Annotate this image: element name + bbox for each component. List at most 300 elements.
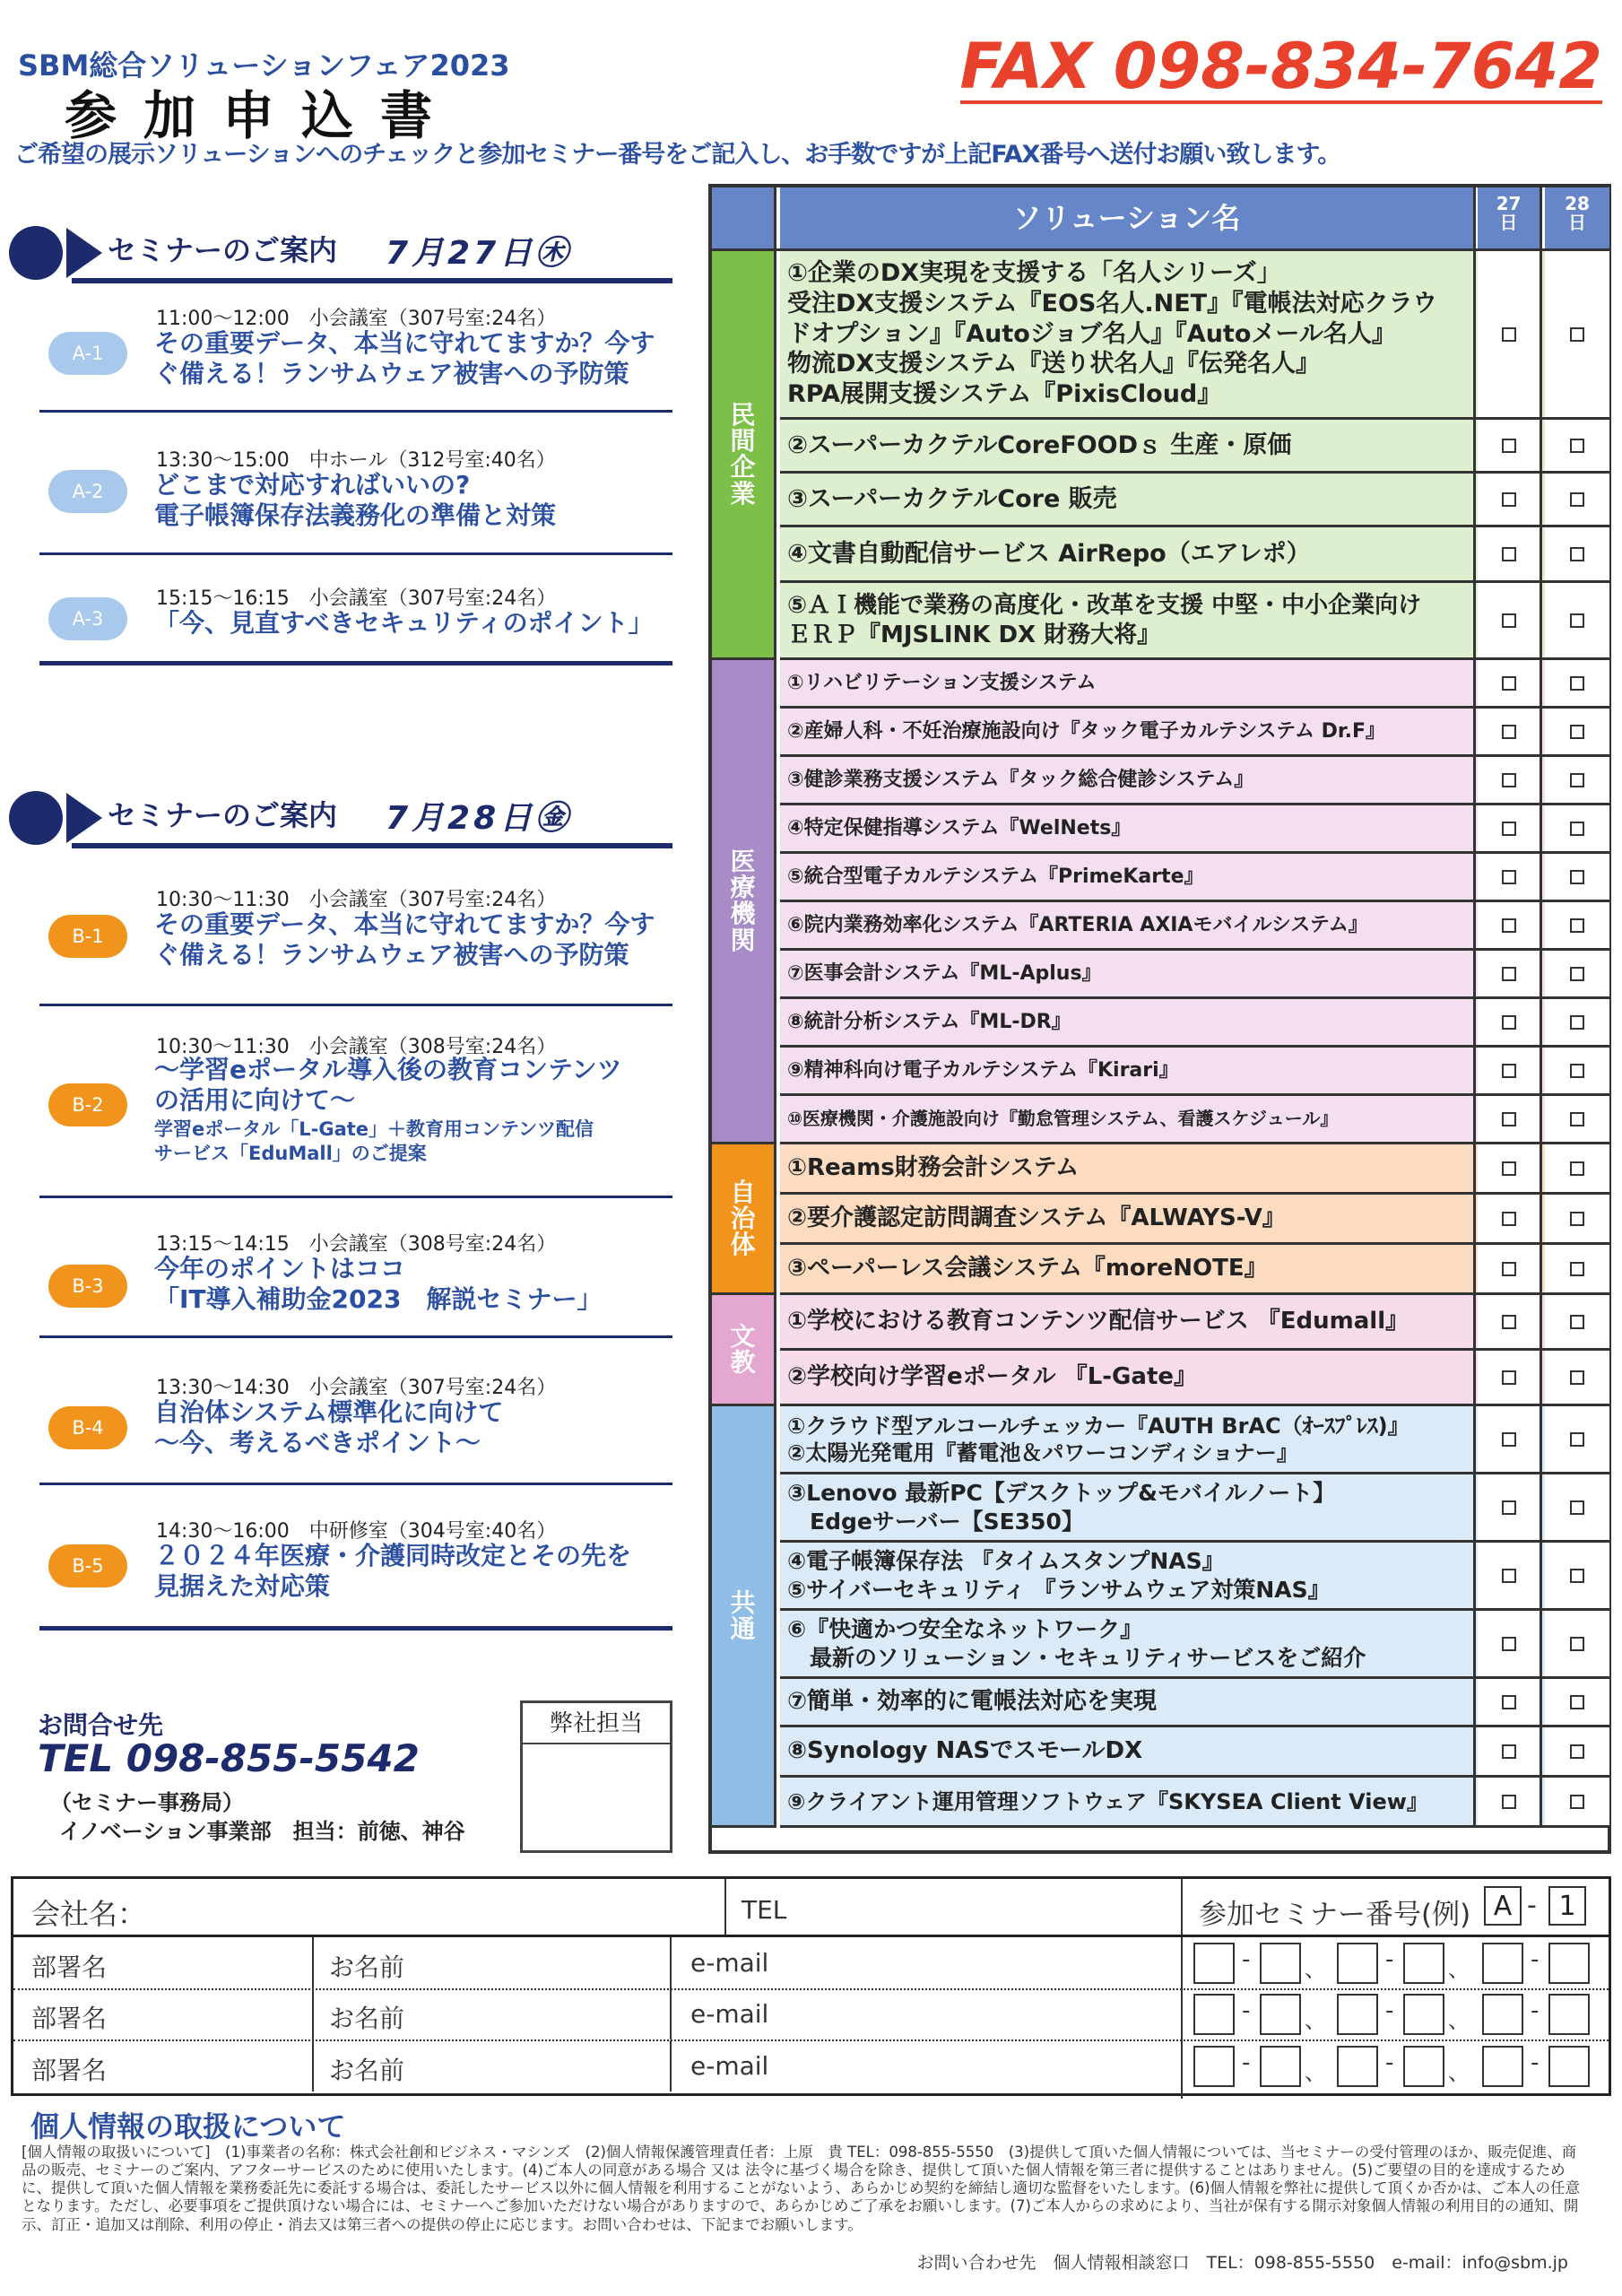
solution-name-text: ③Lenovo 最新PC【デスクトップ&モバイルノート】 Edgeサーバー【SE350】 xyxy=(787,1480,1336,1535)
solution-name xyxy=(780,1679,1476,1725)
seminar-number-box[interactable] xyxy=(1548,1943,1590,1984)
solution-name xyxy=(780,805,1476,851)
example-letter: A xyxy=(1484,1886,1522,1926)
solution-row xyxy=(780,1144,1609,1195)
day27-checkbox[interactable] xyxy=(1502,1315,1516,1329)
day28-checkbox[interactable] xyxy=(1570,918,1584,933)
seminar-title: 今年のポイントはココ 「IT導入補助金2023 解説セミナー」 xyxy=(154,1254,603,1315)
seminar-code-badge: B-4 xyxy=(48,1406,127,1449)
day28-cell xyxy=(1545,1245,1609,1292)
day28-cell xyxy=(1545,1611,1609,1676)
category-label-text: 共 通 xyxy=(730,1587,756,1644)
solution-name-text: ⑩医療機関・介護施設向け『勤怠管理システム、看護スケジュール』 xyxy=(787,1108,1339,1129)
day28-cell xyxy=(1545,709,1609,754)
staff-box xyxy=(520,1700,672,1853)
day28-checkbox[interactable] xyxy=(1570,1695,1584,1709)
seminar-code-box[interactable] xyxy=(1337,1943,1378,1984)
seminar-meta: 14:30～16:00 中研修室（304号室:40名） xyxy=(156,1520,557,1543)
privacy-text: [個人情報の取扱いについて] (1)事業者の名称：株式会社創和ビジネス・マシンズ (2)個人情報保護管理責任者：上原 貴 TEL：098-855-5550 (3)提供して頂いた個人情報については、当セミナーの受付管理のほか、販売促進、商品の販売、セミナーのご案内、アフターサービスのために使用いたします。(4)ご本人の同意がある場合 又は 法令に基づく場合を除き、提供して頂いた個人情報を第三者に提供することはありません。(5)ご要望の目的を達成するために、提供して頂いた個人情報を業務委託先に委託する場合は、委託したサービス以外に個人情報を利用することがないよう、あらかじめ契約を締結し適切な監督をいたします。(6)個人情報を弊社に提供して頂くか否かは、ご本人の任意となります。ただし、必要事項をご提供頂けない場合には、セミナーへご参加いただけない場合がありますので、あらかじめご了承をお願いします。(7)ご本人からの求めにより、当社が保有する開示対象個人情報の利用目的の通知、開示、訂正・追加又は削除、利用の停止・消去又は第三者への提供の停止に応じます。お問い合わせは、下記までお願いします。 xyxy=(22,2144,1581,2233)
email-label: e-mail xyxy=(690,1999,769,2029)
seminar-meta: 10:30～11:30 小会議室（307号室:24名） xyxy=(156,889,557,911)
category-label xyxy=(712,1144,776,1295)
seminar-meta: 11:00～12:00 小会議室（307号室:24名） xyxy=(156,308,557,330)
day27-checkbox[interactable] xyxy=(1502,327,1516,342)
category-label xyxy=(712,251,776,660)
day27-checkbox[interactable] xyxy=(1502,870,1516,884)
day28-checkbox[interactable] xyxy=(1570,1161,1584,1176)
seminar-code-badge: B-2 xyxy=(48,1083,127,1126)
bullet-dot-icon xyxy=(9,226,63,280)
solution-row xyxy=(780,1543,1609,1611)
day28-cell xyxy=(1545,1727,1609,1775)
day27-cell xyxy=(1478,709,1542,754)
day27-checkbox[interactable] xyxy=(1502,918,1516,933)
category-label xyxy=(712,1406,776,1828)
day28-checkbox[interactable] xyxy=(1570,1262,1584,1276)
solution-name-text: ②要介護認定訪問調査システム『ALWAYS-V』 xyxy=(787,1205,1286,1232)
seminar-title: ２０２４年医療・介護同時改定とその先を 見据えた対応策 xyxy=(154,1541,632,1602)
seminar-code-box[interactable] xyxy=(1482,2046,1523,2087)
day27-cell xyxy=(1478,251,1542,417)
solution-row xyxy=(780,854,1609,902)
solution-name xyxy=(780,1195,1476,1242)
solution-name-text: ①学校における教育コンテンツ配信サービス 『Edumall』 xyxy=(787,1308,1409,1335)
day28-checkbox[interactable] xyxy=(1570,613,1584,628)
day28-cell xyxy=(1545,583,1609,657)
solution-name xyxy=(780,902,1476,948)
solution-name xyxy=(780,854,1476,900)
day28-checkbox[interactable] xyxy=(1570,1315,1584,1329)
solution-name xyxy=(780,420,1476,471)
solution-name-text: ③ペーパーレス会議システム『moreNOTE』 xyxy=(787,1255,1268,1283)
seminar-item-a1 xyxy=(39,296,672,413)
day27-checkbox[interactable] xyxy=(1502,1569,1516,1583)
seminar-title: その重要データ、本当に守れてますか？今す ぐ備える！ランサムウェア被害への予防策 xyxy=(154,909,655,970)
day27-checkbox[interactable] xyxy=(1502,1432,1516,1447)
day28-checkbox[interactable] xyxy=(1570,1569,1584,1583)
solution-name-text: ②学校向け学習eポータル 『L-Gate』 xyxy=(787,1363,1198,1391)
solution-name xyxy=(780,527,1476,580)
day27-cell xyxy=(1478,1679,1542,1725)
solution-row xyxy=(780,527,1609,583)
solution-row xyxy=(780,709,1609,757)
seminar-subtitle: 学習eポータル「L-Gate」＋教育用コンテンツ配信 サービス「EduMall」のご提案 xyxy=(154,1118,594,1165)
solution-row xyxy=(780,420,1609,474)
seminar-number-box[interactable] xyxy=(1260,1943,1301,1984)
day28-checkbox[interactable] xyxy=(1570,870,1584,884)
company-label: 会社名： xyxy=(31,1897,147,1931)
solution-name xyxy=(780,1611,1476,1676)
solution-name-text: ⑦医事会計システム『ML-Aplus』 xyxy=(787,961,1102,985)
solution-name xyxy=(780,251,1476,417)
seminar-code-box[interactable] xyxy=(1193,2046,1235,2087)
day27-checkbox[interactable] xyxy=(1502,1212,1516,1226)
seminar-code-box[interactable] xyxy=(1337,2046,1378,2087)
day27-cell xyxy=(1478,1474,1542,1540)
day28-cell xyxy=(1545,1351,1609,1404)
day28-cell xyxy=(1545,951,1609,996)
day27-cell xyxy=(1478,1195,1542,1242)
solution-name-text: ①Reams財務会計システム xyxy=(787,1154,1080,1182)
seminar-code-box[interactable] xyxy=(1193,1994,1235,2035)
seminar-title: どこまで対応すればいいの? 電子帳簿保存法義務化の準備と対策 xyxy=(154,470,557,531)
category-label xyxy=(712,660,776,1144)
solution-row xyxy=(780,1295,1609,1351)
day27-cell xyxy=(1478,1727,1542,1775)
day28-cell xyxy=(1545,1096,1609,1142)
header-blank xyxy=(712,187,776,248)
day28-cell xyxy=(1545,1195,1609,1242)
seminar-item-a2 xyxy=(39,416,672,555)
registration-form xyxy=(11,1876,1611,2096)
day27-cell xyxy=(1478,854,1542,900)
solution-name xyxy=(780,1474,1476,1540)
solution-row xyxy=(780,1679,1609,1727)
solution-name xyxy=(780,951,1476,996)
comma-text: 、 xyxy=(1305,2060,1326,2085)
day27-checkbox[interactable] xyxy=(1502,547,1516,561)
comma-text: 、 xyxy=(1448,1957,1470,1982)
solution-name xyxy=(780,660,1476,706)
day27-checkbox[interactable] xyxy=(1502,1015,1516,1030)
dash-text: - xyxy=(1531,2049,1540,2076)
solution-name xyxy=(780,1295,1476,1348)
day28-checkbox[interactable] xyxy=(1570,1015,1584,1030)
day27-cell xyxy=(1478,1295,1542,1348)
seminar-meta: 13:30～15:00 中ホール（312号室:40名） xyxy=(156,449,556,472)
day27-cell xyxy=(1478,660,1542,706)
bullet-dot-icon xyxy=(9,791,63,845)
dash-text: - xyxy=(1531,1997,1540,2024)
day28-cell xyxy=(1545,251,1609,417)
solution-row xyxy=(780,951,1609,999)
day28-cell xyxy=(1545,805,1609,851)
day28-checkbox[interactable] xyxy=(1570,725,1584,739)
day28-cell xyxy=(1545,1144,1609,1192)
solution-name-text: ④特定保健指導システム『WelNets』 xyxy=(787,816,1132,839)
column-divider xyxy=(312,1988,314,2039)
column-divider xyxy=(670,1937,672,1988)
seminar-meta: 15:15～16:15 小会議室（307号室:24名） xyxy=(156,587,557,610)
seminar-item-b3 xyxy=(39,1202,672,1338)
solution-name-text: ④文書自動配信サービス AirRepo（エアレポ） xyxy=(787,539,1311,568)
day28-checkbox[interactable] xyxy=(1570,547,1584,561)
solution-name xyxy=(780,474,1476,525)
category-label-text: 文 教 xyxy=(730,1321,756,1378)
day28-checkbox[interactable] xyxy=(1570,1500,1584,1515)
solution-row xyxy=(780,902,1609,951)
day27-cell xyxy=(1478,474,1542,525)
day27-checkbox[interactable] xyxy=(1502,1500,1516,1515)
day28-cell xyxy=(1545,420,1609,471)
day27-cell xyxy=(1478,1144,1542,1192)
day27-checkbox[interactable] xyxy=(1502,1637,1516,1651)
privacy-title: 個人情報の取扱について xyxy=(30,2109,346,2144)
day28-checkbox[interactable] xyxy=(1570,822,1584,836)
day27-cell xyxy=(1478,1245,1542,1292)
day28-checkbox[interactable] xyxy=(1570,1112,1584,1126)
seminar-day2-header xyxy=(9,782,672,854)
solution-name xyxy=(780,1351,1476,1404)
day27-checkbox[interactable] xyxy=(1502,1695,1516,1709)
day28-checkbox[interactable] xyxy=(1570,1744,1584,1759)
day27-checkbox[interactable] xyxy=(1502,773,1516,787)
solution-row xyxy=(780,999,1609,1048)
event-name: SBM総合ソリューションフェア2023 xyxy=(18,48,510,83)
day28-checkbox[interactable] xyxy=(1570,1064,1584,1078)
name-label: お名前 xyxy=(329,2056,405,2085)
day28-cell xyxy=(1545,854,1609,900)
solution-name-text: ⑧統計分析システム『ML-DR』 xyxy=(787,1010,1071,1033)
day27-cell xyxy=(1478,1096,1542,1142)
solution-row xyxy=(780,757,1609,805)
day28-cell xyxy=(1545,1543,1609,1608)
seminar-title: 自治体システム標準化に向けて ～今、考えるべきポイント～ xyxy=(154,1397,504,1458)
staff-box-label: 弊社担当 xyxy=(523,1703,670,1744)
seminar-date: 7月28日㊎ xyxy=(386,800,572,837)
day27-cell xyxy=(1478,1048,1542,1093)
solution-name-text: ⑨クライアント運用管理ソフトウェア『SKYSEA Client View』 xyxy=(787,1788,1428,1814)
day27-cell xyxy=(1478,757,1542,803)
seminar-meta: 13:15～14:15 小会議室（308号室:24名） xyxy=(156,1233,557,1256)
day27-checkbox[interactable] xyxy=(1502,1112,1516,1126)
solution-name-text: ⑤統合型電子カルテシステム『PrimeKarte』 xyxy=(787,865,1204,888)
day28-checkbox[interactable] xyxy=(1570,676,1584,691)
solution-name-text: ①企業のDX実現を支援する「名人シリーズ」 受注DX支援システム『EOS名人.NET』『電帳法対応クラウ ドオプション』『Autoジョブ名人』『Autoメール名人』 物流DX支援システム『送り状名人』『伝発名人』 RPA展開支援システム『PixisCloud』 xyxy=(787,259,1437,409)
solution-row xyxy=(780,1611,1609,1679)
solution-name xyxy=(780,1048,1476,1093)
form-title: 参加申込書 xyxy=(65,85,460,146)
dash-text: - xyxy=(1385,1997,1394,2024)
day28-checkbox[interactable] xyxy=(1570,967,1584,981)
row-divider xyxy=(13,2039,1609,2041)
day27-cell xyxy=(1478,583,1542,657)
solution-name-text: ⑥『快適かつ安全なネットワーク』 最新のソリューション・セキュリティサービスをご紹介 xyxy=(787,1616,1366,1671)
solution-name-text: ①リハビリテーション支援システム xyxy=(787,671,1097,694)
day28-cell xyxy=(1545,1048,1609,1093)
arrow-icon xyxy=(66,793,102,843)
day27-checkbox[interactable] xyxy=(1502,1262,1516,1276)
solution-row xyxy=(780,1195,1609,1245)
solution-name-text: ⑨精神科向け電子カルテシステム『Kirari』 xyxy=(787,1058,1179,1082)
solution-row xyxy=(780,251,1609,420)
seminar-date: 7月27日㊍ xyxy=(386,235,572,272)
seminar-number-label: 参加セミナー番号(例) xyxy=(1199,1899,1471,1931)
seminar-number-box[interactable] xyxy=(1403,1994,1444,2035)
arrow-icon xyxy=(66,228,102,278)
seminar-meta: 13:30～14:30 小会議室（307号室:24名） xyxy=(156,1377,557,1399)
department-label: 部署名 xyxy=(31,1952,108,1982)
solution-row xyxy=(780,583,1609,660)
header-solution-name: ソリューション名 xyxy=(780,187,1476,248)
dash-text: - xyxy=(1242,1997,1251,2024)
day28-cell xyxy=(1545,527,1609,580)
seminar-title: ～学習eポータル導入後の教育コンテンツ の活用に向けて～ xyxy=(154,1055,622,1116)
seminar-code-badge: A-3 xyxy=(48,597,127,640)
day27-cell xyxy=(1478,805,1542,851)
solution-name xyxy=(780,709,1476,754)
category-label-text: 自 治 体 xyxy=(730,1177,756,1260)
seminar-item-b4 xyxy=(39,1342,672,1485)
solution-name xyxy=(780,1096,1476,1142)
divider xyxy=(72,843,672,848)
seminar-number-box[interactable] xyxy=(1260,2046,1301,2087)
solution-name-text: ⑦簡単・効率的に電帳法対応を実現 xyxy=(787,1688,1158,1716)
seminar-code-badge: A-2 xyxy=(48,470,127,513)
solution-row xyxy=(780,1096,1609,1144)
solution-row xyxy=(780,1245,1609,1295)
solution-row xyxy=(780,1474,1609,1543)
contact-dept: イノベーション事業部 担当：前徳、神谷 xyxy=(59,1819,465,1844)
name-label: お名前 xyxy=(329,2004,405,2033)
dash-text: - xyxy=(1242,1946,1251,1973)
day28-cell xyxy=(1545,1474,1609,1540)
solution-name-text: ⑧Synology NASでスモールDX xyxy=(787,1737,1143,1765)
solution-row xyxy=(780,660,1609,709)
day27-cell xyxy=(1478,527,1542,580)
seminar-code-badge: A-1 xyxy=(48,332,127,375)
column-divider xyxy=(670,1988,672,2039)
email-label: e-mail xyxy=(690,1948,769,1978)
solution-name xyxy=(780,999,1476,1045)
solution-row xyxy=(780,805,1609,854)
department-label: 部署名 xyxy=(31,2056,108,2085)
example-number: 1 xyxy=(1548,1886,1586,1926)
solution-row xyxy=(780,1727,1609,1778)
seminar-code-badge: B-3 xyxy=(48,1265,127,1308)
day27-cell xyxy=(1478,420,1542,471)
day27-checkbox[interactable] xyxy=(1502,676,1516,691)
solution-row xyxy=(780,1351,1609,1406)
example-dash: - xyxy=(1527,1890,1537,1921)
fax-number: FAX 098-834-7642 xyxy=(959,30,1602,103)
solution-name-text: ③健診業務支援システム『タック総合健診システム』 xyxy=(787,768,1254,791)
dash-text: - xyxy=(1385,2049,1394,2076)
day28-checkbox[interactable] xyxy=(1570,1432,1584,1447)
privacy-contact: お問い合わせ先 個人情報相談窓口 TEL：098-855-5550 e-mail：info@sbm.jp xyxy=(916,2253,1568,2273)
seminar-title: 「今、見直すべきセキュリティのポイント」 xyxy=(154,608,654,638)
day27-checkbox[interactable] xyxy=(1502,967,1516,981)
solution-name-text: ③スーパーカクテルCore 販売 xyxy=(787,484,1117,513)
solution-name-text: ②スーパーカクテルCoreFOODｓ 生産・原価 xyxy=(787,430,1292,459)
comma-text: 、 xyxy=(1448,2008,1470,2033)
day27-checkbox[interactable] xyxy=(1502,439,1516,453)
divider xyxy=(72,278,672,283)
day27-cell xyxy=(1478,1351,1542,1404)
comma-text: 、 xyxy=(1305,1957,1326,1982)
seminar-code-badge: B-1 xyxy=(48,915,127,958)
day28-cell xyxy=(1545,474,1609,525)
header-day28: 28 日 xyxy=(1545,187,1609,248)
solution-name-text: ⑥院内業務効率化システム『ARTERIA AXIAモバイルシステム』 xyxy=(787,913,1368,936)
column-divider xyxy=(312,1937,314,1988)
day28-checkbox[interactable] xyxy=(1570,1212,1584,1226)
day27-checkbox[interactable] xyxy=(1502,725,1516,739)
day27-checkbox[interactable] xyxy=(1502,1161,1516,1176)
day27-cell xyxy=(1478,999,1542,1045)
seminar-item-b5 xyxy=(39,1489,672,1631)
seminar-item-b1 xyxy=(39,872,672,1006)
tel-label: TEL xyxy=(742,1895,787,1925)
day28-cell xyxy=(1545,902,1609,948)
seminar-code-box[interactable] xyxy=(1337,1994,1378,2035)
column-divider xyxy=(312,2040,314,2092)
department-label: 部署名 xyxy=(31,2004,108,2033)
solution-row xyxy=(780,1048,1609,1096)
seminar-code-box[interactable] xyxy=(1482,1943,1523,1984)
day28-checkbox[interactable] xyxy=(1570,1370,1584,1385)
category-label-text: 医 療 機 関 xyxy=(730,846,756,955)
day27-cell xyxy=(1478,1778,1542,1825)
day28-checkbox[interactable] xyxy=(1570,492,1584,507)
solution-name-text: ②産婦人科・不妊治療施設向け『タック電子カルテシステム Dr.F』 xyxy=(787,719,1386,743)
seminar-title: その重要データ、本当に守れてますか？今す ぐ備える！ランサムウェア被害への予防策 xyxy=(154,328,655,389)
solution-name xyxy=(780,1778,1476,1825)
solution-name xyxy=(780,1245,1476,1292)
day28-cell xyxy=(1545,1406,1609,1472)
seminar-number-box[interactable] xyxy=(1548,2046,1590,2087)
seminar-day1-header xyxy=(9,217,672,289)
contact-tel: TEL 098-855-5542 xyxy=(38,1736,420,1780)
day28-cell xyxy=(1545,999,1609,1045)
solutions-table xyxy=(708,184,1611,1854)
solution-row xyxy=(780,474,1609,527)
day27-checkbox[interactable] xyxy=(1502,1744,1516,1759)
day27-checkbox[interactable] xyxy=(1502,492,1516,507)
day27-cell xyxy=(1478,902,1542,948)
day27-checkbox[interactable] xyxy=(1502,822,1516,836)
day28-checkbox[interactable] xyxy=(1570,327,1584,342)
seminar-number-box[interactable] xyxy=(1403,2046,1444,2087)
seminar-number-box[interactable] xyxy=(1548,1994,1590,2035)
seminar-item-a3 xyxy=(39,558,672,665)
day28-checkbox[interactable] xyxy=(1570,773,1584,787)
day28-cell xyxy=(1545,757,1609,803)
day28-checkbox[interactable] xyxy=(1570,439,1584,453)
row-divider xyxy=(13,1988,1609,1990)
day28-checkbox[interactable] xyxy=(1570,1637,1584,1651)
solution-name xyxy=(780,1727,1476,1775)
dash-text: - xyxy=(1385,1946,1394,1973)
comma-text: 、 xyxy=(1305,2008,1326,2033)
seminar-number-box[interactable] xyxy=(1403,1943,1444,1984)
day27-checkbox[interactable] xyxy=(1502,1064,1516,1078)
day27-checkbox[interactable] xyxy=(1502,613,1516,628)
day27-cell xyxy=(1478,1611,1542,1676)
solution-row xyxy=(780,1406,1609,1474)
category-label-text: 民 間 企 業 xyxy=(730,399,756,509)
solution-name xyxy=(780,757,1476,803)
day28-cell xyxy=(1545,660,1609,706)
seminar-code-badge: B-5 xyxy=(48,1544,127,1587)
seminar-item-b2 xyxy=(39,1010,672,1198)
seminar-meta: 10:30～11:30 小会議室（308号室:24名） xyxy=(156,1036,557,1058)
solution-name xyxy=(780,1144,1476,1192)
seminar-code-box[interactable] xyxy=(1193,1943,1235,1984)
day28-cell xyxy=(1545,1679,1609,1725)
day27-checkbox[interactable] xyxy=(1502,1370,1516,1385)
seminar-number-box[interactable] xyxy=(1260,1994,1301,2035)
seminar-code-box[interactable] xyxy=(1482,1994,1523,2035)
comma-text: 、 xyxy=(1448,2060,1470,2085)
seminar-heading: セミナーのご案内 xyxy=(108,233,338,267)
day27-checkbox[interactable] xyxy=(1502,1795,1516,1809)
day27-cell xyxy=(1478,1543,1542,1608)
day28-cell xyxy=(1545,1778,1609,1825)
column-divider xyxy=(670,2040,672,2092)
solution-name xyxy=(780,583,1476,657)
day28-checkbox[interactable] xyxy=(1570,1795,1584,1809)
